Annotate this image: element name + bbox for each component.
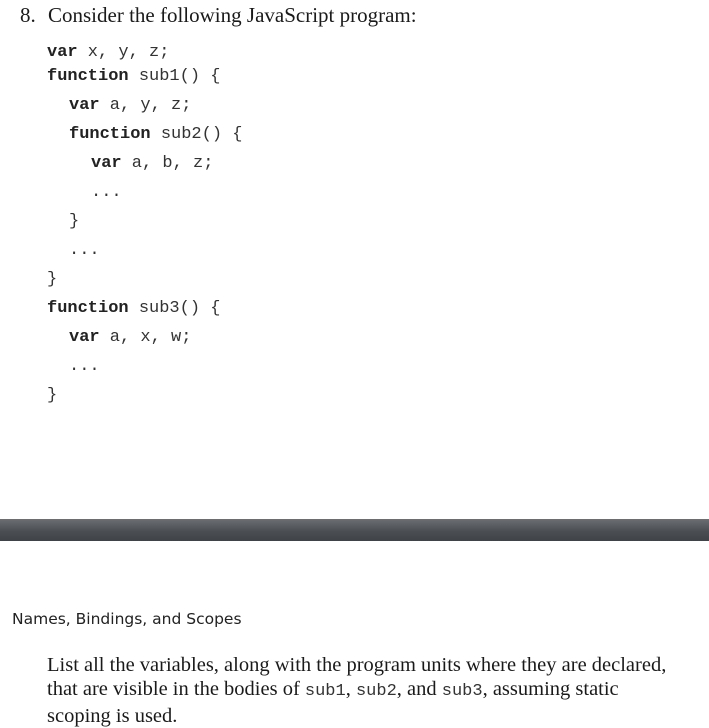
question-text: Consider the following JavaScript program: bbox=[48, 3, 417, 27]
code-closing-brace: } bbox=[47, 386, 58, 405]
code-keyword: function bbox=[69, 125, 151, 144]
code-keyword: var bbox=[69, 328, 100, 347]
body-text: , bbox=[345, 678, 356, 700]
code-ref-sub3: sub3 bbox=[441, 682, 483, 701]
code-line bbox=[91, 153, 213, 175]
code-text: a, b, z; bbox=[121, 154, 214, 173]
code-closing-brace: } bbox=[47, 270, 58, 289]
code-ellipsis: ... bbox=[69, 241, 100, 260]
code-line bbox=[47, 298, 220, 320]
code-line bbox=[69, 327, 191, 349]
code-text: sub2() { bbox=[150, 125, 243, 144]
code-ellipsis: ... bbox=[69, 357, 100, 376]
body-text: List all the variables, along with the program units where they are declared, that are visible in the bodies of bbox=[47, 654, 667, 700]
code-text: a, x, w; bbox=[99, 328, 192, 347]
code-text: sub1() { bbox=[128, 67, 221, 86]
code-ref-sub2: sub2 bbox=[355, 682, 397, 701]
code-keyword: var bbox=[69, 96, 100, 115]
body-text: , and bbox=[396, 678, 442, 700]
code-closing-brace: } bbox=[69, 212, 80, 231]
code-keyword: function bbox=[47, 299, 129, 318]
page-divider bbox=[0, 519, 709, 541]
question-heading bbox=[20, 2, 417, 28]
code-keyword: var bbox=[91, 154, 122, 173]
code-keyword: var bbox=[47, 43, 78, 62]
code-line bbox=[47, 66, 220, 88]
code-text: x, y, z; bbox=[77, 43, 170, 62]
question-number: 8. bbox=[20, 3, 36, 27]
code-ellipsis: ... bbox=[91, 183, 122, 202]
code-keyword: function bbox=[47, 67, 129, 86]
code-line bbox=[69, 95, 191, 117]
question-body bbox=[47, 653, 667, 728]
code-text: a, y, z; bbox=[99, 96, 192, 115]
code-line bbox=[47, 42, 169, 64]
code-line bbox=[69, 124, 242, 146]
body-text: , assuming static scoping is used. bbox=[47, 678, 619, 727]
running-head: Names, Bindings, and Scopes bbox=[12, 610, 242, 628]
code-text: sub3() { bbox=[128, 299, 221, 318]
code-ref-sub1: sub1 bbox=[304, 682, 346, 701]
